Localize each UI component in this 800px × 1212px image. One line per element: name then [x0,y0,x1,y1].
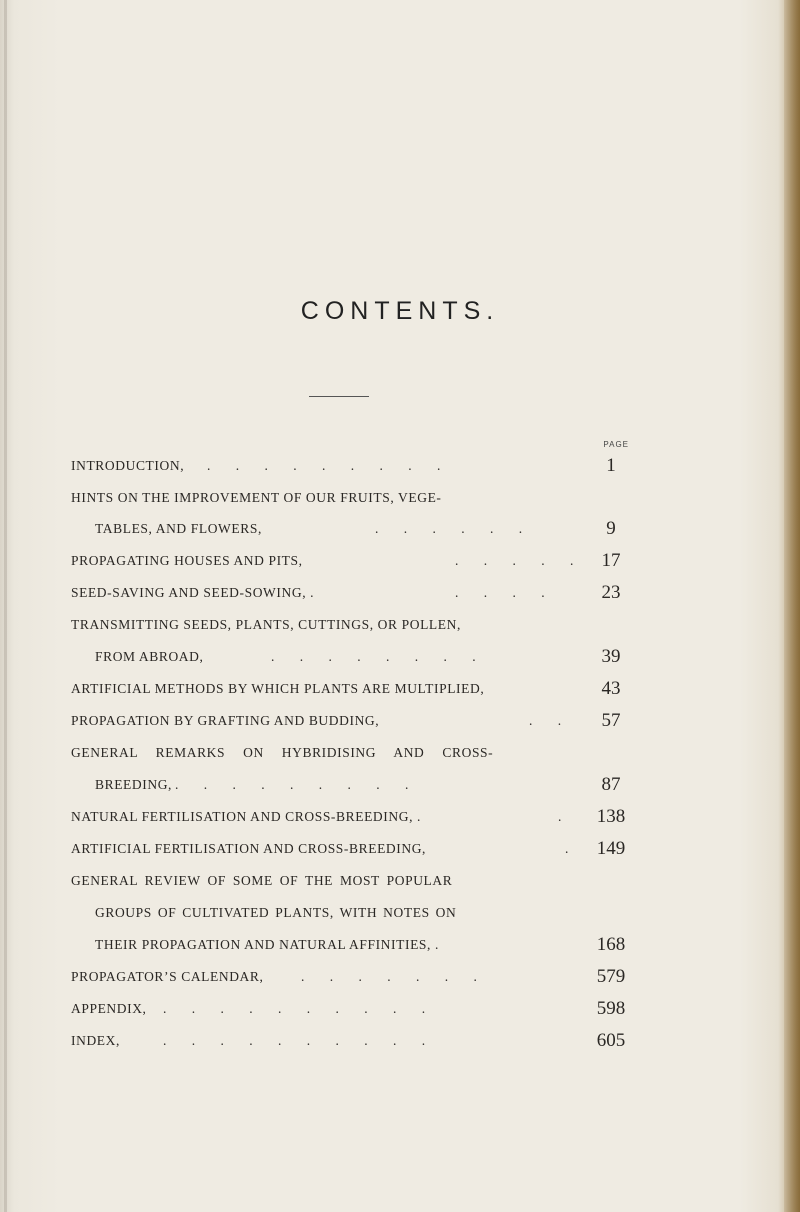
toc-entry-continued [71,645,631,669]
toc-entry [71,837,631,861]
page-number: 43 [601,678,621,699]
entry-title: APPENDIX, [71,1001,147,1016]
page-column-label: PAGE [603,440,629,449]
page-number: 149 [596,838,626,859]
page-number: 57 [601,710,621,731]
leader-dots: . . . . . . . . . [207,458,452,473]
toc-entry-continued [71,933,631,957]
toc-entry [71,677,631,701]
entry-title: THEIR PROPAGATION AND NATURAL AFFINITIES, . [95,937,439,952]
entry-title: GENERAL REVIEW OF SOME OF THE MOST POPULAR [71,873,453,888]
toc-entry [71,613,631,637]
page-number: 23 [601,582,621,603]
page-number: 1 [606,455,616,476]
page-number: 87 [601,774,621,795]
entry-title: NATURAL FERTILISATION AND CROSS-BREEDING, . [71,809,421,824]
toc-entry [71,869,631,893]
leader-dots: . . . . . . . [301,969,488,984]
page-title: CONTENTS. [300,297,500,325]
toc-entry-continued [71,517,631,541]
page-number: 9 [606,518,616,539]
entry-title: PROPAGATOR’S CALENDAR, [71,969,264,984]
page-number: 17 [601,550,621,571]
toc-entry [71,709,631,733]
page-number: 605 [596,1030,626,1051]
entry-title: TABLES, AND FLOWERS, [95,521,262,536]
leader-dots: . . . . . . . . . . [163,1001,437,1016]
leader-dots: . . . . [455,585,556,600]
leader-dots: . . . . . . . . [271,649,487,664]
toc-entry [71,1029,631,1053]
leader-dots: . . . . . . [375,521,534,536]
page-number: 39 [601,646,621,667]
leader-dots: . . [529,713,573,728]
entry-title: SEED-SAVING AND SEED-SOWING, . [71,585,315,600]
entry-title: HINTS ON THE IMPROVEMENT OF OUR FRUITS, VEGE- [71,490,442,505]
leader-dots: . . . . . . . . . [175,777,420,792]
leader-dots: . [558,809,573,824]
toc-entry [71,486,631,510]
toc-entry-continued [71,773,631,797]
entry-title: BREEDING, [95,777,173,792]
toc-entry [71,549,631,573]
page-number: 598 [596,998,626,1019]
toc-entry [71,581,631,605]
entry-title: GROUPS OF CULTIVATED PLANTS, WITH NOTES ON [95,905,457,920]
leader-dots: . . . . . [455,553,585,568]
toc-entry [71,454,631,478]
entry-title: PROPAGATING HOUSES AND PITS, [71,553,303,568]
toc-entry [71,741,631,765]
entry-title: INDEX, [71,1033,120,1048]
leader-dots: . [565,841,580,856]
page-number: 579 [596,966,626,987]
entry-title: FROM ABROAD, [95,649,204,664]
entry-title: ARTIFICIAL FERTILISATION AND CROSS-BREEDING, [71,841,427,856]
toc-entry [71,965,631,989]
toc-entry [71,997,631,1021]
entry-title: PROPAGATION BY GRAFTING AND BUDDING, [71,713,380,728]
toc-entry [71,805,631,829]
leader-dots: . . . . . . . . . . [163,1033,437,1048]
entry-title: INTRODUCTION, [71,458,185,473]
entry-title: ARTIFICIAL METHODS BY WHICH PLANTS ARE MULTIPLIED, [71,681,485,696]
page-number: 168 [596,934,626,955]
toc-entry-continued [71,901,631,925]
entry-title: TRANSMITTING SEEDS, PLANTS, CUTTINGS, OR POLLEN, [71,617,461,632]
entry-title: GENERAL REMARKS ON HYBRIDISING AND CROSS- [71,745,494,760]
page-number: 138 [596,806,626,827]
